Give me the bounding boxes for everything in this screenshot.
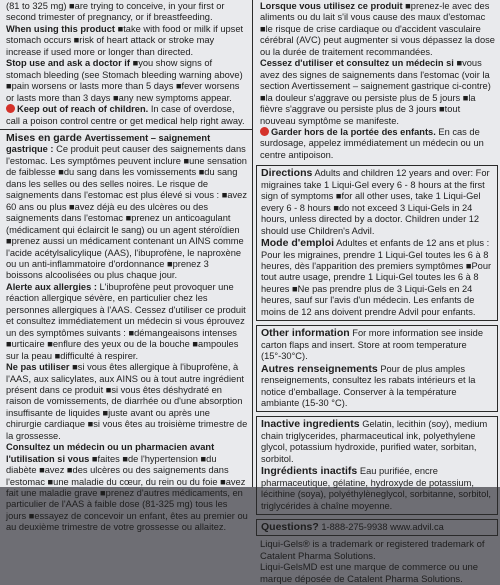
section-divider: [0, 129, 252, 130]
allergy-section: [6, 282, 248, 362]
trademark-notes: [254, 539, 500, 585]
stop-use-heading: Stop use and ask a doctor if: [6, 58, 130, 69]
lorsque-text: ■prenez-le avec des aliments ou du lait s'il vous cause des maux d'estomac ■le risque de crise cardiaque ou d'accident vasculaire cérébral (AVC) peut augmenter si vous dépassez la dose ou la durée de traitement recommandées.: [260, 1, 495, 57]
directions-heading: Directions: [261, 167, 313, 180]
other-info-box: [256, 325, 498, 412]
inactive-text: Gelatin, lecithin (soy), medium chain triglycerides, pharmaceutical ink, polyethylene glycol, potassium hydroxide, purified water, sorbitan, sorbitol.: [261, 419, 488, 464]
inactive-ingredients-box: [256, 416, 498, 515]
stop-sign-icon: [6, 104, 15, 113]
autres-section: [261, 363, 493, 410]
directions-text: Adults and children 12 years and over: For migraines take 1 Liqui-Gel every 6 - 8 hours at the first sign of symptoms ■for all other uses, take 1 Liqui-Gel every 6 - 8 hours ■do not exceed 3 Liqui-Gels in 24 hours, unless directed by a doctor. Children under 12 should use Children's Advil.: [261, 168, 490, 236]
cessez-section: [260, 58, 496, 127]
keep-out-section: [6, 104, 248, 127]
warnings-english: [0, 1, 252, 127]
stop-use-section: [6, 58, 248, 104]
garder-heading: Garder hors de la portée des enfants.: [271, 126, 436, 137]
warnings-french: [0, 132, 252, 534]
when-using-heading: When using this product: [6, 23, 115, 34]
ne-pas-utiliser-heading: Ne pas utiliser: [6, 362, 70, 373]
ingredients-inactifs-section: [261, 465, 493, 512]
other-info-text: For more information see inside carton flaps and insert. Store at room temperature (15°-30°C).: [261, 328, 483, 362]
ingredients-inactifs-heading: Ingrédients inactifs: [261, 465, 358, 478]
trademark-english: Liqui-Gels® is a trademark or registered trademark of Catalent Pharma Solutions.: [260, 539, 485, 562]
continued-warning-text: (81 to 325 mg) ■are trying to conceive, in your first or second trimester of pregnancy, or if breastfeeding.: [6, 1, 225, 23]
allergy-heading: Alerte aux allergies :: [6, 281, 97, 292]
other-info-section: [261, 327, 493, 362]
questions-text: 1-888-275-9938 www.advil.ca: [321, 522, 444, 533]
cessez-text: ■vous avez des signes de saignements dans l'estomac (voir la section Avertissement – saignement gastrique ci-contre) ■la douleur s'aggrave ou persiste plus de 5 jours ■la fièvre s'aggrave ou persiste plus de 3 jours ■tout nouveau symptôme se manifeste.: [260, 58, 491, 126]
questions-heading: Questions?: [261, 521, 319, 534]
right-column: [254, 0, 500, 585]
garder-text: En cas de surdosage, appelez immédiatement un médecin ou un centre antipoison.: [260, 126, 484, 160]
when-using-section: [6, 24, 248, 58]
garder-section: [260, 127, 496, 161]
questions-box: [256, 519, 498, 536]
consultez-section: [6, 442, 248, 534]
other-info-heading: Other information: [261, 327, 350, 340]
mode-emploi-text: Adultes et enfants de 12 ans et plus : Pour les migraines, prendre 1 Liqui-Gel toutes les 6 à 8 heures, dès l'apparition des premiers symptômes ■Pour tout autre usage, prendre 1 Liqui-Gel toutes les 6 à 8 heures ■Ne pas prendre plus de 3 Liqui-Gels en 24 heures, sauf sur l'avis d'un médecin. Les enfants de moins de 12 ans doivent prendre Advil pour enfants.: [261, 238, 492, 317]
cessez-heading: Cessez d'utiliser et consultez un médecin si: [260, 58, 454, 69]
when-using-text: ■take with food or milk if upset stomach occurs ■risk of heart attack or stroke may increase if used more or longer than directed.: [6, 23, 244, 57]
left-column: [0, 0, 253, 533]
keep-out-heading: Keep out of reach of children.: [17, 104, 149, 115]
warnings-french-continued: [254, 1, 500, 161]
trademark-french: Liqui-GelsMD est une marque de commerce ou une marque déposée de Catalent Pharma Solutions.: [260, 562, 479, 585]
autres-text: Pour de plus amples renseignements, consultez les rabats intérieurs et la notice d'emballage. Conserver à la température ambiante (15-30 °C).: [261, 363, 476, 408]
stop-use-text: ■you show signs of stomach bleeding (see Stomach bleeding warning above) ■pain worsens or lasts more than 5 days ■fever worsens or lasts more than 3 days ■any new symptoms appear.: [6, 58, 243, 103]
stop-sign-icon: [260, 127, 269, 136]
inactive-heading: Inactive ingredients: [261, 418, 360, 431]
autres-heading: Autres renseignements: [261, 362, 378, 375]
inactive-section: [261, 418, 493, 465]
ne-pas-utiliser-section: [6, 362, 248, 442]
lorsque-section: [260, 1, 496, 58]
mises-en-garde-heading: Mises en garde: [6, 131, 82, 144]
mode-emploi-section: [261, 237, 493, 318]
mises-en-garde-section: [6, 132, 248, 282]
questions-section: [261, 521, 493, 533]
keep-out-text: In case of overdose, call a poison control centre or get medical help right away.: [6, 104, 245, 126]
mises-en-garde-text: Ce produit peut causer des saignements dans l'estomac. Les symptômes peuvent inclure ■une sensation de faiblesse ■du sang dans les vomissements ■du sang dans les selles ou des selles noires. Le risque de saignements dans l'estomac est plus élevé si vous : ■avez 60 ans ou plus ■avez déjà eu des ulcères ou des saignements dans l'estomac ■prenez un anticoagulant (médicament qui éclaircit le sang) ou un agent stéroïdien ■prenez aussi un médicament contenant un AINS comme l'acide acétylsalicylique (AAS), l'ibuprofène, le naproxène ou un anti-inflammatoire d'ordonnance ■prenez 3 boissons alcoolisées ou plus chaque jour.: [6, 144, 247, 281]
ingredients-inactifs-text: Eau purifiée, encre pharmaceutique, gélatine, hydroxyde de potassium, lécithine (soya), polyéthylèneglycol, sorbitanne, sorbitol, triglycérides à chaîne moyenne.: [261, 466, 491, 511]
lorsque-heading: Lorsque vous utilisez ce produit: [260, 1, 403, 11]
directions-section: [261, 167, 493, 237]
consultez-text: ■faites ■de l'hypertension ■du diabète ■avez ■des ulcères ou des saignements dans l'estomac ■une maladie du cœur, du rein ou du foie ■avez fait une maladie grave ■prenez d'autres médicaments, en particulier de l'AAS à faible dose (81-325 mg) tous les jours ■essayez de concevoir un enfant, êtes au premier ou au deuxième trimestre de votre grossesse ou allaitez.: [6, 453, 248, 533]
saignement-subheading: Avertissement – saignement gastrique :: [6, 132, 211, 155]
mode-emploi-heading: Mode d'emploi: [261, 237, 335, 250]
directions-box: [256, 165, 498, 321]
ne-pas-utiliser-text: ■si vous êtes allergique à l'ibuprofène, à l'AAS, aux salicylates, aux AINS ou à tout autre ingrédient présent dans ce produit ■si vous êtes déshydraté en raison de vomissements, de diarrhée ou d'une absorption insuffisante de liquides ■juste avant ou après une chirurgie cardiaque ■si vous êtes au troisième trimestre de la grossesse.: [6, 362, 248, 441]
allergy-text: L'ibuprofène peut provoquer une réaction allergique sévère, en particulier chez les personnes allergiques à l'AAS. Cessez d'utiliser ce produit et consultez immédiatement un médecin si vous éprouvez un des symptômes suivants : ■démangeaisons intenses ■urticaire ■enflure des yeux ou de la bouche ■ampoules sur la peau ■difficulté à respirer.: [6, 281, 246, 361]
consultez-heading: Consultez un médecin ou un pharmacien avant l'utilisation si vous: [6, 442, 215, 464]
